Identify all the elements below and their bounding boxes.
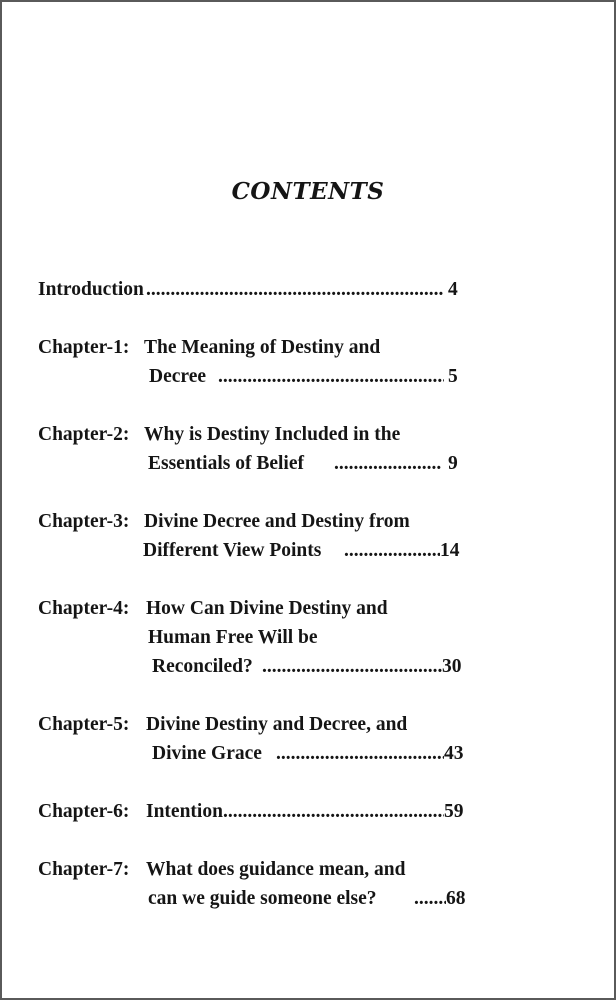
toc-chapter-label: Chapter-7: <box>38 859 130 880</box>
toc-page-number: 30 <box>442 656 462 677</box>
toc-entry-title-cont: Decree <box>149 366 207 387</box>
toc-chapter-label: Chapter-3: <box>38 511 130 532</box>
toc-entry-title-cont: Different View Points <box>143 540 322 561</box>
toc-entry-title-cont: Human Free Will be <box>148 627 318 648</box>
toc-entry-title: The Meaning of Destiny and <box>144 337 381 358</box>
toc-entry-title: What does guidance mean, and <box>146 859 406 880</box>
toc-page-number: 14 <box>440 540 460 561</box>
toc-chapter-label: Chapter-6: <box>38 801 130 822</box>
toc-entry-title-cont: Divine Grace <box>152 743 262 764</box>
toc-page-number: 9 <box>448 453 458 474</box>
toc-entry-title: Intention <box>146 801 223 822</box>
toc-entry-title: Divine Destiny and Decree, and <box>146 714 408 735</box>
toc-leader-dots <box>223 800 444 824</box>
toc-chapter-label: Chapter-2: <box>38 424 130 445</box>
toc-leader-dots <box>218 365 444 389</box>
toc-entry-title-cont: can we guide someone else? <box>148 888 377 909</box>
toc-leader-dots <box>262 655 442 679</box>
toc-leader-dots <box>334 452 442 476</box>
toc-page-number: 5 <box>448 366 458 387</box>
toc-chapter-label: Chapter-5: <box>38 714 130 735</box>
toc-entry-title-cont: Reconciled? <box>152 656 253 677</box>
toc-leader-dots <box>146 278 444 302</box>
page-title: CONTENTS <box>231 178 385 205</box>
toc-entry-title: Divine Decree and Destiny from <box>144 511 410 532</box>
toc-page-number: 68 <box>446 888 466 909</box>
toc-page-number: 43 <box>444 743 464 764</box>
toc-leader-dots <box>344 539 440 563</box>
toc-entry-title: Introduction <box>38 279 144 300</box>
toc-leader-dots <box>276 742 444 766</box>
toc-page-number: 59 <box>444 801 464 822</box>
toc-entry-title-cont: Essentials of Belief <box>148 453 304 474</box>
toc-leader-dots <box>414 887 446 911</box>
toc-page-number: 4 <box>448 279 458 300</box>
toc-entry-title: Why is Destiny Included in the <box>144 424 401 445</box>
toc-chapter-label: Chapter-4: <box>38 598 130 619</box>
toc-chapter-label: Chapter-1: <box>38 337 130 358</box>
toc-entry-title: How Can Divine Destiny and <box>146 598 388 619</box>
